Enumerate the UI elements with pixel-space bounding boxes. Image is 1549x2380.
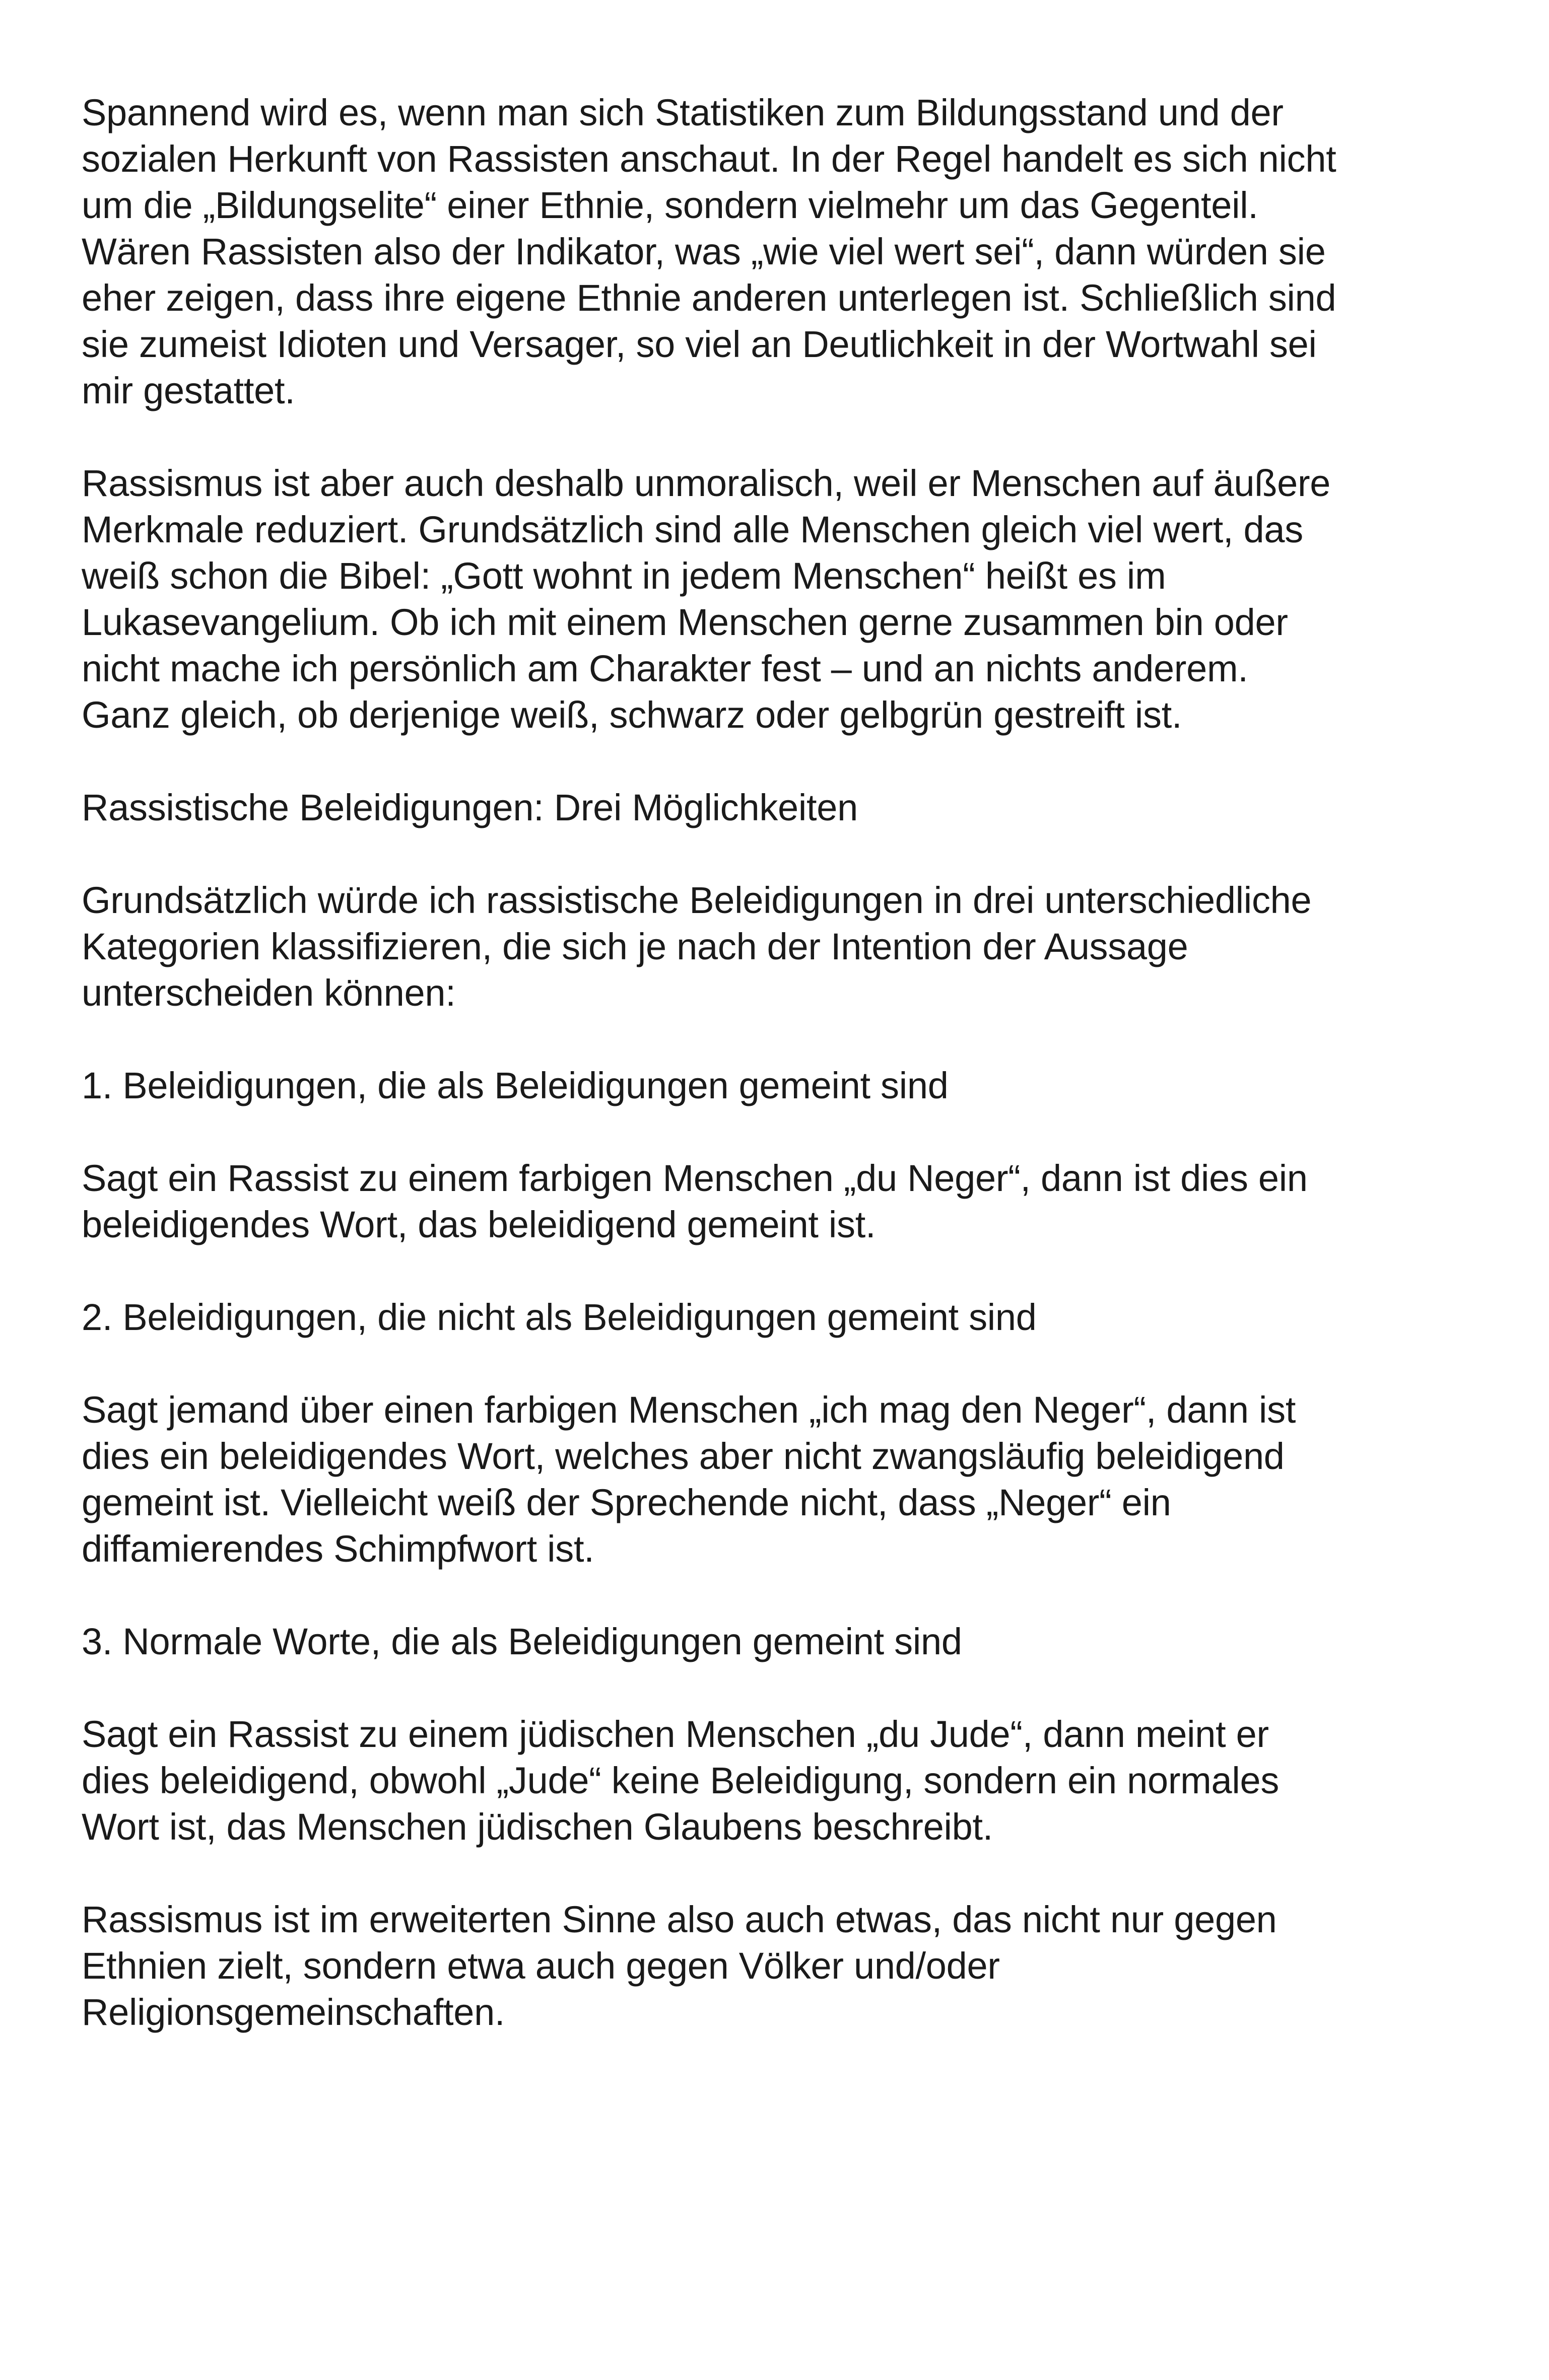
paragraph-categories-intro: Grundsätzlich würde ich rassistische Beleidigungen in drei unterschiedliche Kategorien klassifizieren, die sich je nach der Intention der Aussage unterscheiden können:	[82, 879, 1312, 1014]
paragraph-category-3: Sagt ein Rassist zu einem jüdischen Menschen „du Jude“, dann meint er dies beleidigend, obwohl „Jude“ keine Beleidigung, sondern ein normales Wort ist, das Menschen jüdischen Glaubens beschreibt.	[82, 1713, 1279, 1848]
section-heading: Rassistische Beleidigungen: Drei Möglichkeiten	[82, 787, 858, 828]
paragraph-conclusion: Rassismus ist im erweiterten Sinne also auch etwas, das nicht nur gegen Ethnien zielt, sondern etwa auch gegen Völker und/oder Religionsgemeinschaften.	[82, 1899, 1277, 2033]
paragraph-statistics: Spannend wird es, wenn man sich Statistiken zum Bildungsstand und der sozialen Herkunft von Rassisten anschaut. In der Regel handelt es sich nicht um die „Bildungselite“ einer Ethnie, sondern vielmehr um das Gegenteil. Wären Rassisten also der Indikator, was „wie viel wert sei“, dann würden sie eher zeigen, dass ihre eigene Ethnie anderen unterlegen ist. Schließlich sind sie zumeist Idioten und Versager, so viel an Deutlichkeit in der Wortwahl sei mir gestattet.	[82, 92, 1336, 411]
paragraph-category-1: Sagt ein Rassist zu einem farbigen Menschen „du Neger“, dann ist dies ein beleidigendes Wort, das beleidigend gemeint ist.	[82, 1157, 1308, 1245]
category-heading-2: 2. Beleidigungen, die nicht als Beleidigungen gemeint sind	[82, 1296, 1037, 1338]
paragraph-immorality: Rassismus ist aber auch deshalb unmoralisch, weil er Menschen auf äußere Merkmale reduziert. Grundsätzlich sind alle Menschen gleich viel wert, das weiß schon die Bibel: „Gott wohnt in jedem Menschen“ heißt es im Lukasevangelium. Ob ich mit einem Menschen gerne zusammen bin oder nicht mache ich persönlich am Charakter fest – und an nichts anderem. Ganz gleich, ob derjenige weiß, schwarz oder gelbgrün gestreift ist.	[82, 462, 1331, 736]
category-heading-3: 3. Normale Worte, die als Beleidigungen gemeint sind	[82, 1621, 962, 1662]
paragraph-category-2: Sagt jemand über einen farbigen Menschen „ich mag den Neger“, dann ist dies ein beleidigendes Wort, welches aber nicht zwangsläufig beleidigend gemeint ist. Vielleicht weiß der Sprechende nicht, dass „Neger“ ein diffamierendes Schimpfwort ist.	[82, 1389, 1296, 1570]
document-body	[82, 90, 1487, 2036]
category-heading-1: 1. Beleidigungen, die als Beleidigungen gemeint sind	[82, 1065, 949, 1106]
